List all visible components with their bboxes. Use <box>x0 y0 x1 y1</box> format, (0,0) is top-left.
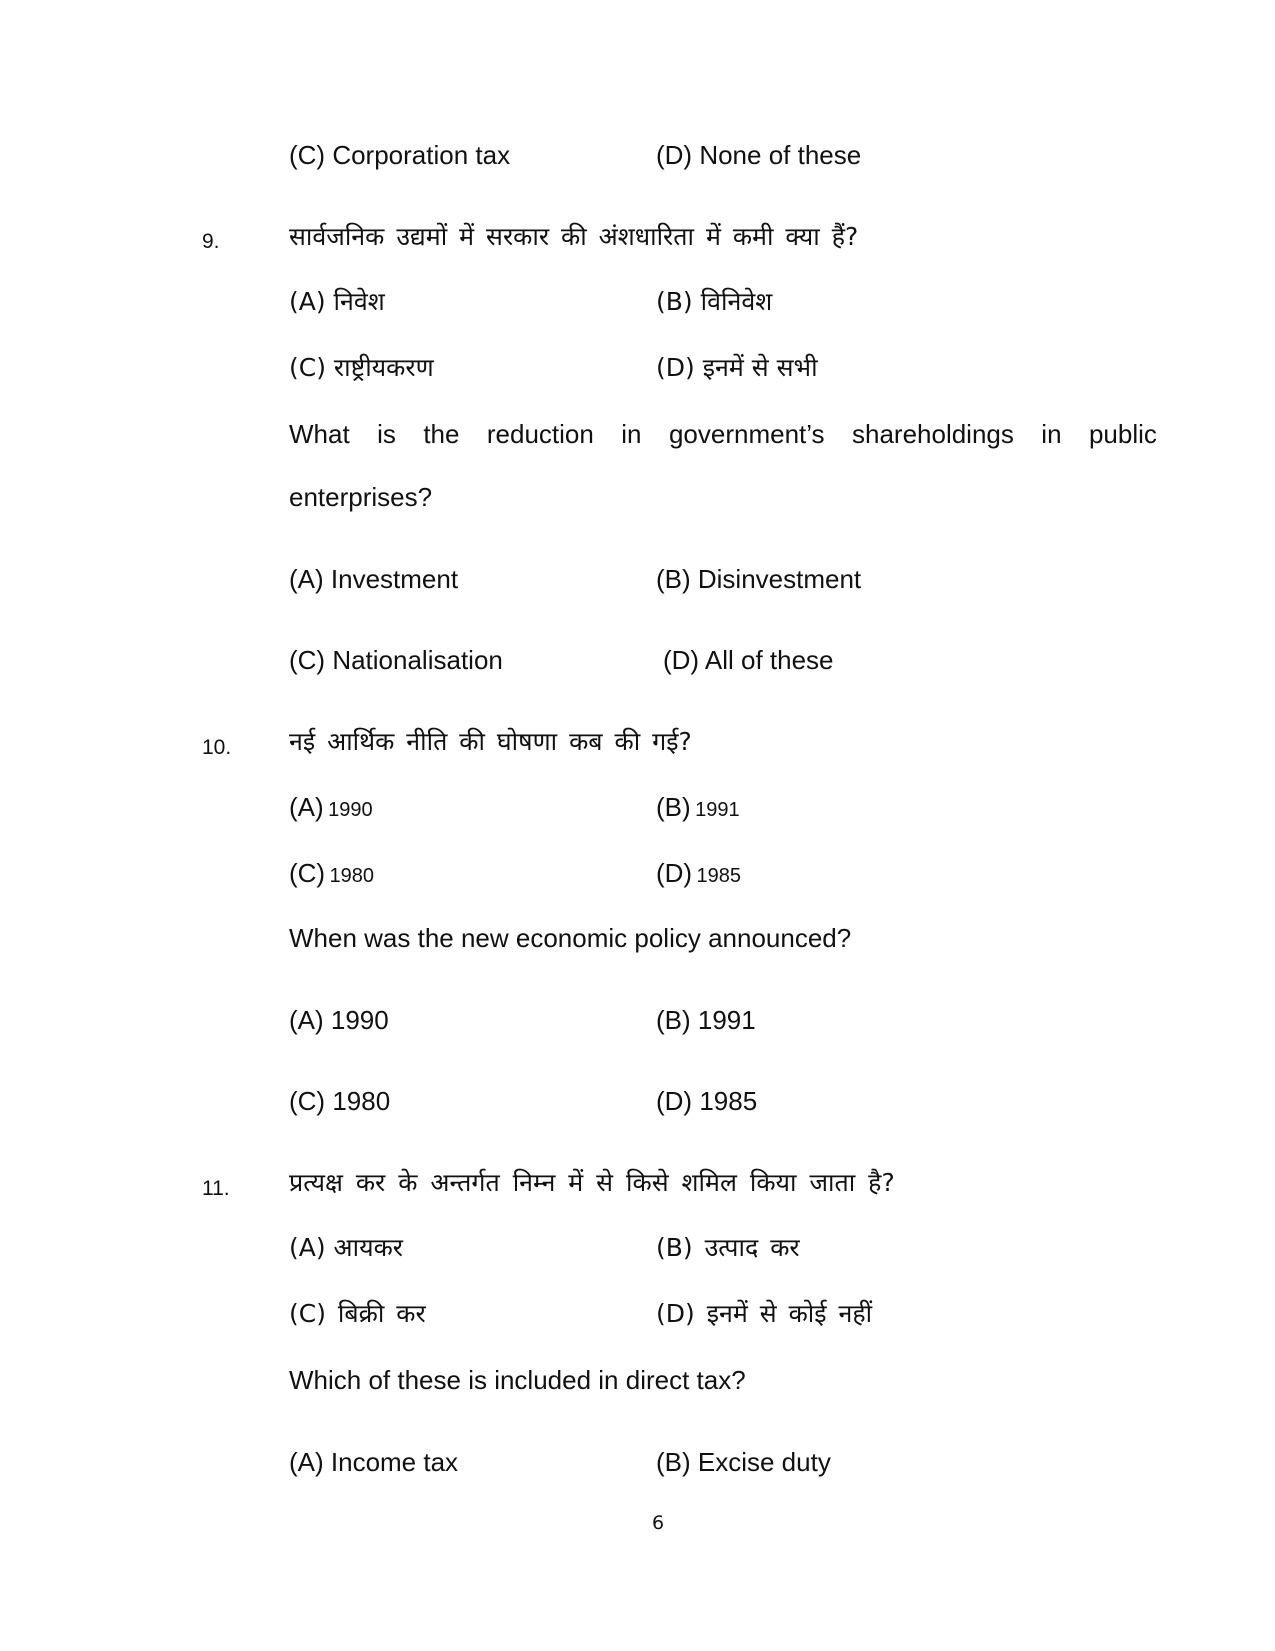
hindi-option-a: (A) निवेश <box>289 287 385 316</box>
hindi-question: प्रत्यक्ष कर के अन्तर्गत निम्न में से किसे शमिल किया जाता है? <box>289 1168 895 1197</box>
english-option-b: (B) Disinvestment <box>656 564 862 594</box>
word: in <box>621 419 642 449</box>
english-question: When was the new economic policy announced? <box>289 923 852 953</box>
english-question-line2: enterprises? <box>289 482 433 512</box>
word: public <box>1088 419 1157 449</box>
hindi-option-c: (C) बिक्री कर <box>289 1299 426 1328</box>
hindi-option-b: (B) विनिवेश <box>656 287 773 316</box>
option-value: 1985 <box>696 865 742 887</box>
english-question-line1 <box>289 421 1157 447</box>
option-prefix: (D) <box>656 858 693 888</box>
hindi-option-d <box>656 860 741 886</box>
hindi-option-c <box>289 860 374 886</box>
hindi-option-b <box>656 794 740 820</box>
english-option-a: (A) Income tax <box>289 1447 459 1477</box>
hindi-option-a <box>289 794 373 820</box>
hindi-option-b: (B) उत्पाद कर <box>656 1233 800 1262</box>
option-value: 1991 <box>695 799 740 821</box>
english-option-c: (C) 1980 <box>289 1086 391 1116</box>
hindi-question: नई आर्थिक नीति की घोषणा कब की गई? <box>289 727 692 756</box>
english-option-b: (B) Excise duty <box>656 1447 831 1477</box>
word: is <box>377 419 396 449</box>
hindi-option-d: (D) इनमें से कोई नहीं <box>656 1299 873 1328</box>
option-prefix: (C) <box>289 858 326 888</box>
word: the <box>423 419 460 449</box>
option-value: 1980 <box>329 865 375 887</box>
english-option-d: (D) All of these <box>663 645 834 675</box>
hindi-option-c: (C) राष्ट्रीयकरण <box>289 353 434 382</box>
option-prefix: (A) <box>289 792 324 822</box>
option-c: (C) Corporation tax <box>289 140 511 170</box>
option-prefix: (B) <box>656 792 691 822</box>
page-number: 6 <box>652 1512 665 1534</box>
word: What <box>289 419 350 449</box>
word: shareholdings <box>851 419 1014 449</box>
english-option-c: (C) Nationalisation <box>289 645 503 675</box>
word: in <box>1041 419 1062 449</box>
option-value: 1990 <box>328 799 373 821</box>
english-question: Which of these is included in direct tax? <box>289 1365 746 1395</box>
hindi-option-a: (A) आयकर <box>289 1233 404 1262</box>
question-number: 11. <box>202 1177 230 1200</box>
english-option-d: (D) 1985 <box>656 1086 758 1116</box>
english-option-a: (A) 1990 <box>289 1005 389 1035</box>
word: government’s <box>668 419 825 449</box>
question-number: 9. <box>202 230 220 253</box>
question-number: 10. <box>202 736 232 759</box>
option-d: (D) None of these <box>656 140 862 170</box>
word: reduction <box>486 419 594 449</box>
hindi-option-d: (D) इनमें से सभी <box>656 353 818 382</box>
english-option-a: (A) Investment <box>289 564 459 594</box>
hindi-question: सार्वजनिक उद्यमों में सरकार की अंशधारिता में कमी क्या हैं? <box>289 222 859 251</box>
english-option-b: (B) 1991 <box>656 1005 756 1035</box>
